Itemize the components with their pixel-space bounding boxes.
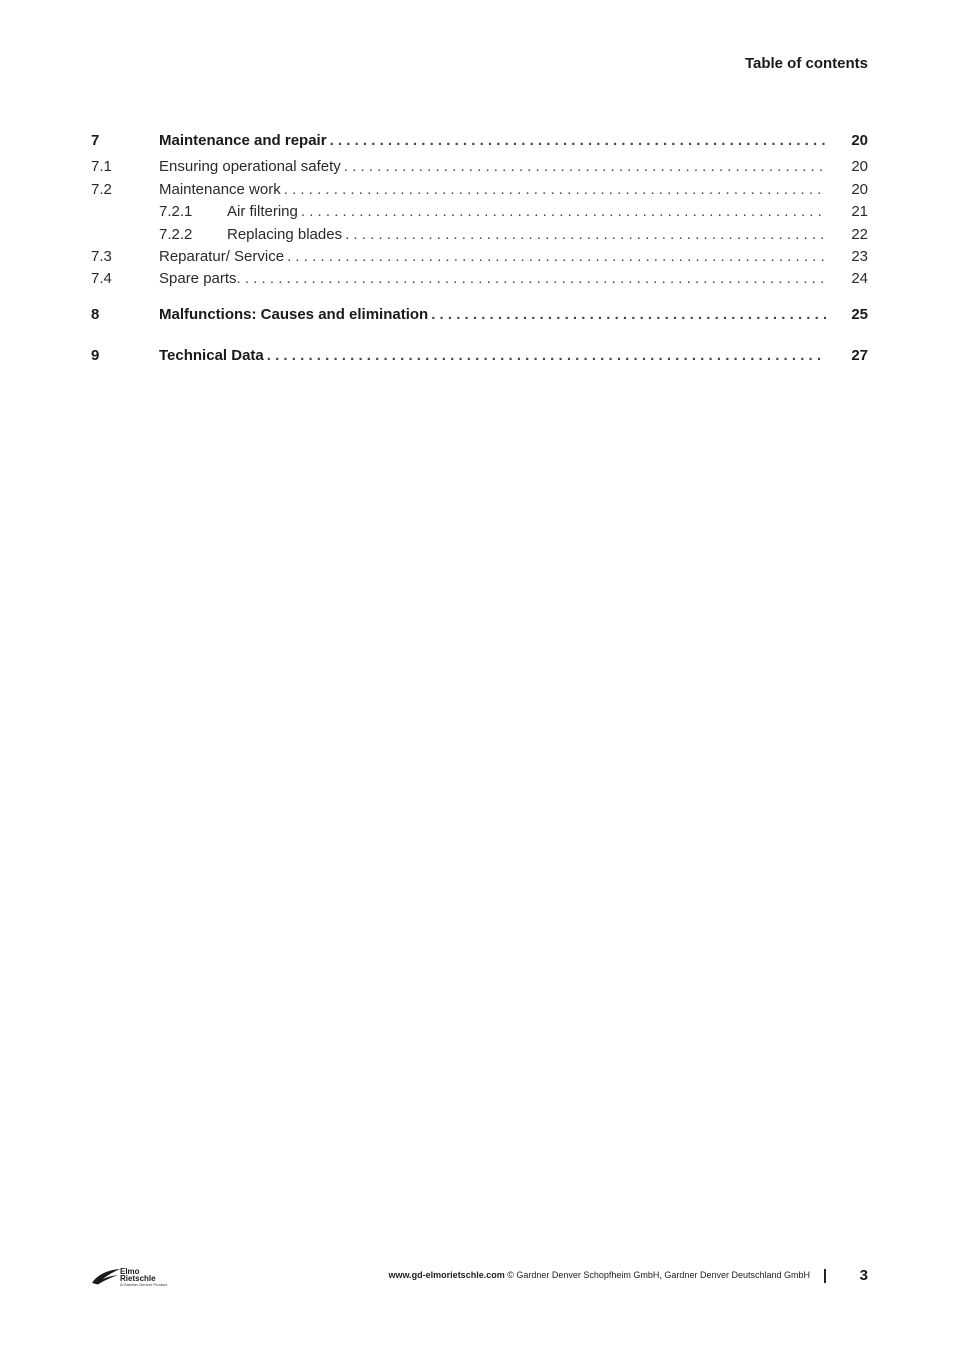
logo-tagline: A Gardner Denver Product [120, 1282, 168, 1287]
toc-title: Reparatur/ Service [159, 247, 285, 265]
toc-entry-7-2[interactable] [91, 179, 868, 201]
footer-copyright-text: © Gardner Denver Schopfheim GmbH, Gardner Denver Deutschland GmbH [507, 1270, 810, 1280]
toc-number: 7.2 [91, 180, 112, 198]
toc-entry-8[interactable] [91, 304, 868, 326]
toc-entry-7-1[interactable] [91, 156, 868, 178]
toc-subnumber: 7.2.1 [159, 203, 193, 221]
swoosh-logo-icon [91, 1267, 121, 1285]
toc-page: 20 [851, 180, 868, 198]
toc-number: 7.1 [91, 158, 112, 176]
toc-number: 9 [91, 347, 100, 365]
toc-number: 7.4 [91, 270, 112, 288]
toc-entry-7-3[interactable] [91, 246, 868, 268]
table-of-contents [91, 130, 868, 368]
toc-title: Ensuring operational safety [159, 158, 341, 176]
page-header-title: Table of contents [744, 55, 868, 72]
toc-number: 7.3 [91, 247, 112, 265]
toc-page: 22 [851, 225, 868, 243]
toc-title: Maintenance and repair [159, 132, 327, 149]
toc-page: 25 [851, 306, 868, 324]
toc-title: Maintenance work [159, 180, 281, 198]
toc-title: Malfunctions: Causes and elimination [159, 306, 429, 324]
toc-page: 23 [851, 247, 868, 265]
toc-number: 8 [91, 306, 100, 324]
toc-page: 24 [851, 270, 868, 288]
toc-leader [284, 179, 826, 201]
page-number: 3 [859, 1267, 868, 1284]
toc-page: 20 [851, 158, 868, 176]
footer-divider [824, 1269, 826, 1283]
toc-leader [301, 201, 826, 223]
toc-title: Replacing blades [227, 225, 343, 243]
toc-entry-7[interactable] [91, 130, 868, 152]
toc-number: 7 [91, 132, 100, 149]
footer-copyright [389, 1270, 810, 1280]
toc-page: 27 [851, 347, 868, 365]
toc-entry-9[interactable] [91, 345, 868, 367]
toc-title: Air filtering [227, 203, 298, 221]
toc-leader [267, 345, 826, 367]
toc-title: Spare parts [159, 270, 237, 288]
toc-leader [431, 304, 826, 326]
toc-subnumber: 7.2.2 [159, 225, 193, 243]
logo-text-line1: Elmo [120, 1267, 140, 1276]
toc-leader [287, 246, 826, 268]
footer-url-link[interactable]: www.gd-elmorietschle.com [388, 1270, 505, 1280]
toc-entry-7-4[interactable] [91, 268, 868, 290]
toc-entry-7-2-1[interactable] [91, 201, 868, 223]
toc-title: Technical Data [159, 347, 264, 365]
toc-leader [344, 156, 826, 178]
logo-text-line2: Rietschle [120, 1274, 156, 1283]
toc-page: 20 [851, 132, 868, 149]
toc-leader [330, 130, 826, 152]
toc-page: 21 [851, 203, 868, 221]
elmo-rietschle-logo [91, 1266, 171, 1290]
toc-entry-7-2-2[interactable] [91, 224, 868, 246]
toc-leader [237, 268, 826, 290]
toc-leader [345, 224, 826, 246]
